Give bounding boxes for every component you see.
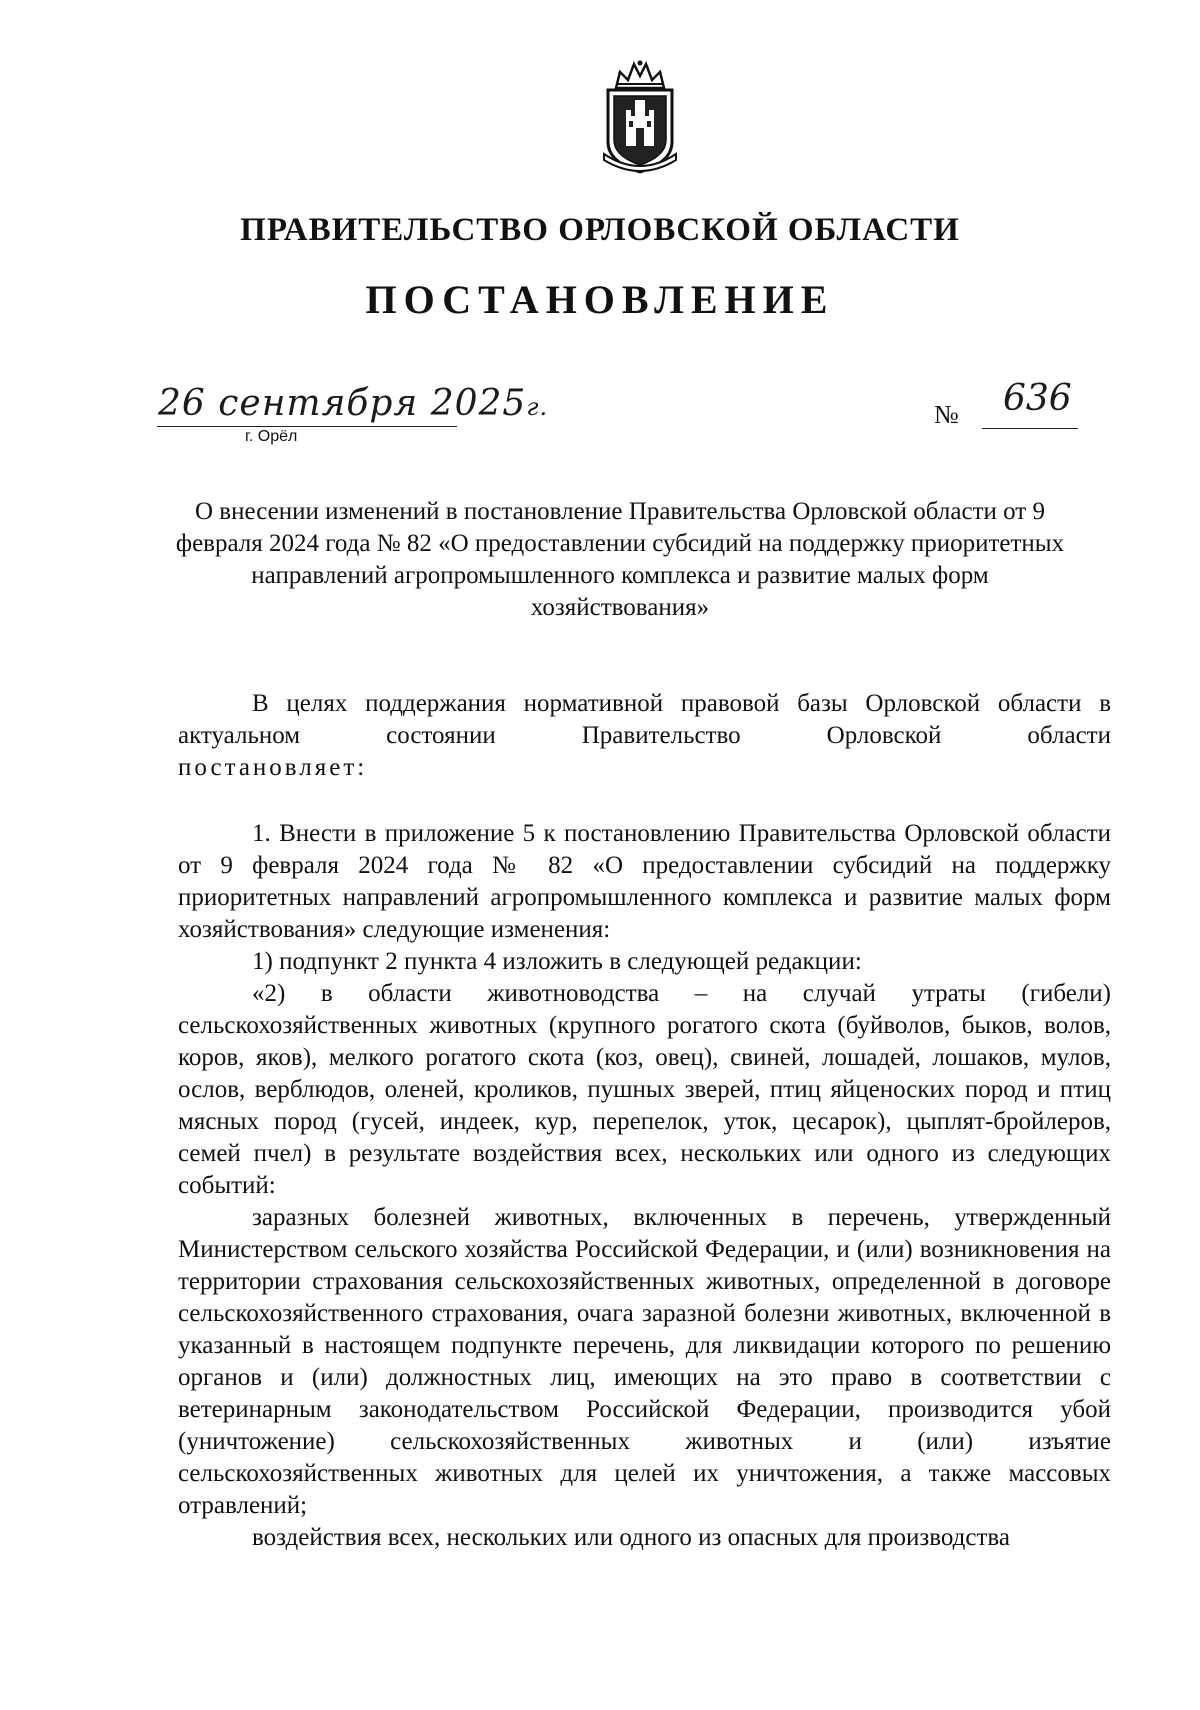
paragraph-livestock: «2) в области животноводства – на случай утраты (гибели) сельскохозяйственных животных (крупного рогатого скота (буйволов, быков, волов, коров, яков), мелкого рогатого скота (коз, овец), свиней, лошадей, лошаков, мулов, ослов, верблюдов, оленей, кроликов, пушных зверей, птиц яйценоских пород и птиц мясных пород (гусей, индеек, кур, перепелок, уток, цесарок), цыплят-бройлеров, семей пчел) в результате воздействия всех, нескольких или одного из следующих событий: bbox=[178, 980, 1111, 1199]
coat-of-arms-icon bbox=[594, 58, 686, 178]
date-handwritten: 26 сентября 2025 bbox=[158, 383, 527, 424]
number-sign: № bbox=[934, 400, 959, 429]
document-title: О внесении изменений в постановление Правительства Орловской области от 9 февраля 2024 года № 82 «О предоставлении субсидий на поддержку приоритетных направлений агропромышленного комплекса и развитие малых форм хозяйствования» bbox=[175, 498, 1065, 621]
preamble-paragraph: В целях поддержания нормативной правовой базы Орловской области в актуальном состоянии Правительство Орловской области bbox=[178, 690, 1111, 749]
date-underline bbox=[157, 426, 457, 427]
number-underline bbox=[982, 428, 1078, 429]
paragraph-subitem-1: 1) подпункт 2 пункта 4 изложить в следующей редакции: bbox=[252, 948, 862, 975]
resolution-body bbox=[178, 818, 1111, 1554]
paragraph-hazards: воздействия всех, нескольких или одного из опасных для производства bbox=[252, 1524, 1010, 1551]
organization-name: ПРАВИТЕЛЬСТВО ОРЛОВСКОЙ ОБЛАСТИ bbox=[240, 212, 960, 248]
city-label: г. Орёл bbox=[245, 428, 298, 445]
paragraph-diseases: заразных болезней животных, включенных в перечень, утвержденный Министерством сельского хозяйства Российской Федерации, и (или) возникновения на территории страхования сельскохозяйственных животных, определенной в договоре сельскохозяйственного страхования, очага заразной болезни животных, включенной в указанный в настоящем подпункте перечень, для ликвидации которого по решению органов и (или) должностных лиц, имеющих на это право в соответствии с ветеринарным законодательством Российской Федерации, производится убой (уничтожение) сельскохозяйственных животных и (или) изъятие сельскохозяйственных животных для целей их уничтожения, а также массовых отравлений; bbox=[178, 1204, 1111, 1519]
date-suffix: г. bbox=[526, 393, 549, 421]
document-type-heading: ПОСТАНОВЛЕНИЕ bbox=[365, 277, 835, 322]
paragraph-1: 1. Внести в приложение 5 к постановлению Правительства Орловской области от 9 февраля 2024 года № 82 «О предоставлении субсидий на поддержку приоритетных направлений агропромышленного комплекса и развитие малых форм хозяйствования» следующие изменения: bbox=[178, 820, 1111, 943]
document-date bbox=[158, 383, 548, 424]
document-number: 636 bbox=[1003, 378, 1072, 419]
resolves-word: постановляет: bbox=[178, 754, 368, 781]
